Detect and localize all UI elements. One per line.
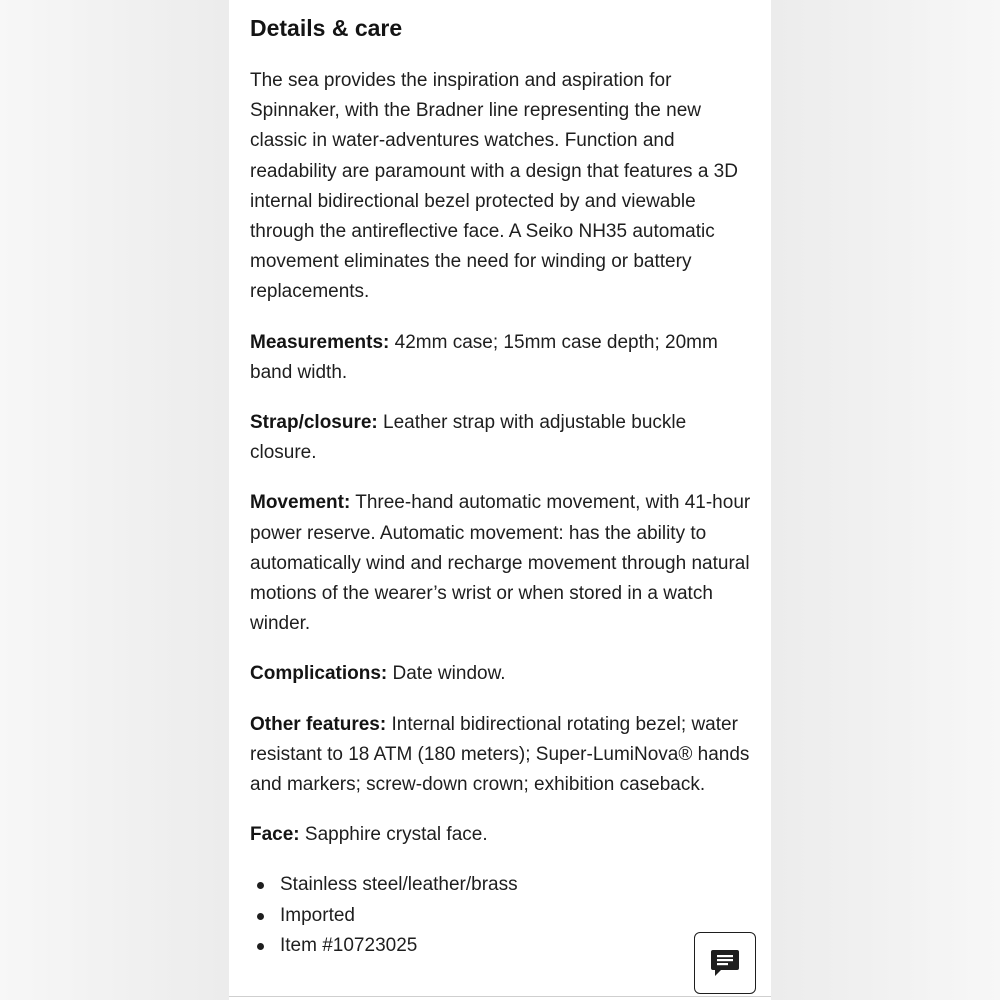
spec-label: Face: bbox=[250, 824, 300, 846]
spec-value: Date window. bbox=[392, 663, 506, 685]
spec-value: Leather strap with adjustable buckle closure. bbox=[250, 412, 687, 464]
spec-value: 42mm case; 15mm case depth; 20mm band width. bbox=[250, 331, 718, 383]
spec-face bbox=[250, 820, 755, 850]
spec-strap-closure bbox=[250, 408, 755, 468]
details-content bbox=[250, 10, 755, 961]
spec-value: Sapphire crystal face. bbox=[304, 824, 488, 846]
spec-label: Complications: bbox=[250, 663, 388, 685]
product-description: The sea provides the inspiration and aspiration for Spinnaker, with the Bradner line representing the new classic in water-adventures watches. Function and readability are paramount with a design that features a 3D internal bidirectional bezel protected by and viewable through the antireflective face. A Seiko NH35 automatic movement eliminates the need for winding or battery replacements. bbox=[250, 70, 738, 303]
chat-icon bbox=[710, 948, 740, 978]
feature-list bbox=[250, 870, 755, 961]
list-item: Item #10723025 bbox=[250, 931, 755, 961]
divider bbox=[229, 996, 771, 997]
spec-other-features bbox=[250, 710, 755, 801]
spec-value: Three-hand automatic movement, with 41-hour power reserve. Automatic movement: has the ability to automatically wind and recharge movement through natural motions of the wearer’s wrist or when stored in a watch winder. bbox=[250, 492, 751, 635]
spec-label: Movement: bbox=[250, 492, 351, 514]
spec-label: Measurements: bbox=[250, 331, 390, 353]
details-panel bbox=[229, 0, 771, 1000]
spec-complications bbox=[250, 659, 755, 689]
background-left bbox=[0, 0, 229, 1000]
spec-label: Strap/closure: bbox=[250, 412, 378, 434]
background-right bbox=[771, 0, 1000, 1000]
list-item: Imported bbox=[250, 901, 755, 931]
spec-label: Other features: bbox=[250, 713, 387, 735]
section-title: Details & care bbox=[250, 15, 403, 41]
spec-value: Internal bidirectional rotating bezel; water resistant to 18 ATM (180 meters); Super-LumiNova® hands and markers; screw-down crown; exhibition caseback. bbox=[250, 713, 750, 796]
chat-button[interactable] bbox=[694, 932, 756, 994]
list-item: Stainless steel/leather/brass bbox=[250, 870, 755, 900]
spec-movement bbox=[250, 488, 755, 639]
spec-measurements bbox=[250, 328, 755, 388]
